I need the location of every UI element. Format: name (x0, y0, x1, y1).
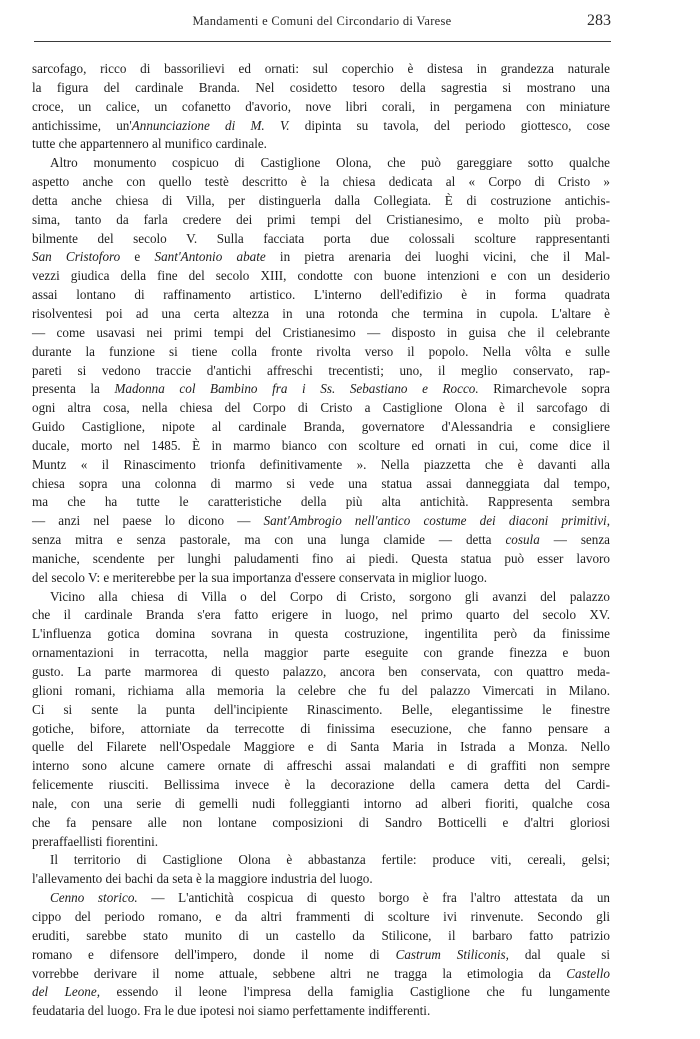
text-run: sima, tanto da farla credere dei primi tempi del Cristianesimo, e molto più proba- (32, 211, 610, 227)
text-line (32, 248, 610, 267)
text-run: — L'antichità cospicua di questo borgo è fra l'altro attestata da un (137, 890, 610, 906)
text-line (32, 173, 610, 192)
text-line (32, 211, 610, 230)
text-line (32, 267, 610, 286)
text-line (32, 908, 610, 927)
text-line (32, 286, 610, 305)
text-run: croce, un calice, un cofanetto d'avorio, nove libri corali, in pergamena con miniature (32, 98, 610, 114)
text-run: quelle del Filarete nell'Ospedale Maggiore e di Santa Maria in Istrada a Monza. Nello (32, 739, 610, 755)
text-line (32, 776, 610, 795)
text-line (32, 851, 610, 870)
text-run: e (120, 249, 155, 265)
text-run: che fa pensare alle non lontane composizioni di Sandro Botticelli e d'altri gloriosi (32, 814, 610, 830)
text-line (32, 701, 610, 720)
text-line (32, 720, 610, 739)
italic-text: Annunciazione di M. V. (131, 117, 290, 133)
text-line (32, 738, 610, 757)
italic-text: San Cristoforo (32, 249, 121, 265)
text-line (32, 663, 610, 682)
text-line (32, 531, 610, 550)
text-run: tutte che appartennero al munifico cardinale. (32, 136, 267, 152)
paragraph (32, 588, 610, 852)
page-number: 283 (587, 12, 611, 29)
text-line (32, 757, 610, 776)
italic-text: Castrum Stiliconis, (395, 946, 509, 962)
text-line (32, 569, 610, 588)
text-run: ma che ha tutte le caratteristiche della più alta antichità. Rappresenta sembra (32, 494, 610, 510)
italic-text: Sant'Ambrogio nell'antico costume dei diaconi primitivi (263, 513, 607, 529)
italic-text: Sant'Antonio abate (154, 249, 266, 265)
text-run: risolventesi poi ad una certa altezza in una rotonda che termina in cupola. L'altare è (32, 305, 610, 321)
text-run: ornamentazioni in terracotta, nella maggior parte eseguite con grande finezza e buon (32, 645, 610, 661)
text-run: senza mitra e senza pastorale, ma con una lunga clamide — detta (32, 532, 506, 548)
text-line (32, 60, 610, 79)
text-run: maniche, scendente per lunghi paludamenti fino ai piedi. Questa statua può esser lavoro (32, 550, 610, 566)
paragraph (32, 60, 610, 154)
text-run: Muntz « il Rinascimento trionfa definitivamente ». Nella piazzetta che è davanti alla (32, 456, 610, 472)
text-line (32, 493, 610, 512)
text-run: , (606, 513, 611, 529)
text-run: dipinta su tavola, del periodo giottesco, cose (289, 117, 610, 133)
text-line (32, 305, 610, 324)
text-run: — senza (539, 532, 610, 548)
text-line (32, 437, 610, 456)
text-line (32, 814, 610, 833)
text-line (32, 399, 610, 418)
text-line (32, 927, 610, 946)
italic-text: del Leone, (32, 984, 100, 1000)
text-line (32, 380, 610, 399)
text-run: ducale, morto nel 1485. È in marmo bianco con scolture ed ornati in cui, come dice il (32, 437, 610, 453)
text-line (32, 230, 610, 249)
text-run: bilmente del secolo V. Sulla facciata porta due colossali scolture rappresentanti (32, 230, 610, 246)
text-line (32, 324, 610, 343)
text-run: essendo il leone l'impresa della famiglia Castiglione che fu lungamente (100, 984, 610, 1000)
text-line (32, 98, 610, 117)
text-run: Vicino alla chiesa di Villa o del Corpo di Cristo, sorgono gli avanzi del palazzo (50, 588, 610, 604)
text-run: nale, con una serie di gemelli nudi folleggianti intorno ad alberi fioriti, qualche cosa (32, 795, 610, 811)
text-run: felicemente riusciti. Bellissima invece è la decorazione della camera detta del Cardi- (32, 777, 610, 793)
text-line (32, 870, 610, 889)
text-run: assai lontano di raffinamento artistico. L'interno dell'edifizio è in forma quadrata (32, 287, 610, 303)
text-run: feudataria del luogo. Fra le due ipotesi noi siamo perfettamente indifferenti. (32, 1003, 431, 1019)
text-run: in pietra arenaria dei luoghi vicini, che il Mal- (265, 249, 611, 265)
text-run: presenta la (32, 381, 115, 397)
body-text (32, 60, 610, 1021)
text-line (32, 965, 610, 984)
text-run: vezzi giudica della fine del secolo XIII, condotte con buone intenzioni e con un desiderio (32, 268, 610, 284)
text-run: la figura del cardinale Branda. Nel cosidetto tesoro della sagrestia si mostrano una (32, 79, 610, 95)
italic-text: cosula (505, 532, 540, 548)
paragraph (32, 889, 610, 1021)
text-line (32, 795, 610, 814)
text-line (32, 1002, 610, 1021)
text-line (32, 343, 610, 362)
text-run: sarcofago, ricco di bassorilievi ed ornati: sul coperchio è distesa in grandezza naturale (32, 61, 610, 76)
text-line (32, 456, 610, 475)
text-run: romano e difensore dell'impero, donde il nome di (32, 946, 396, 962)
text-run: cippo del periodo romano, e da altri frammenti di scolture ivi rinvenute. Secondo gli (32, 908, 610, 924)
text-run: ogni altra cosa, nella chiesa del Corpo di Cristo a Castiglione Olona è il sarcofago di (32, 400, 610, 416)
text-run: pareti si vedono traccie d'antichi affreschi trecentisti; uno, il meglio conservato, rap- (32, 362, 610, 378)
text-run: Guido Castiglione, nipote al cardinale Branda, governatore d'Alessandria e consigliere (32, 419, 610, 435)
text-line (32, 550, 610, 569)
text-run: interno sono alcune camere ornate di affreschi assai malandati e di graffiti non sempre (32, 758, 610, 774)
text-run: Rimarchevole sopra (478, 381, 610, 397)
text-run: — anzi nel paese lo dicono — (32, 513, 264, 529)
text-run: antichissime, un' (32, 117, 132, 133)
italic-text: Cenno storico. (50, 890, 138, 906)
text-run: Il territorio di Castiglione Olona è abbastanza fertile: produce viti, cereali, gelsi; (50, 852, 610, 868)
italic-text: Castello (566, 965, 610, 981)
text-line (32, 512, 610, 531)
text-run: vorrebbe derivare il nome attuale, sebbene altri ne tragga la etimologia da (32, 965, 567, 981)
text-line (32, 889, 610, 908)
text-run: Altro monumento cospicuo di Castiglione Olona, che può gareggiare sotto qualche (50, 155, 610, 171)
text-line (32, 625, 610, 644)
text-line (32, 833, 610, 852)
text-run: del secolo V: e meriterebbe per la sua importanza d'essere conservata in miglior luogo. (32, 569, 488, 585)
header-rule (34, 41, 611, 42)
text-run: detta anche chiesa di Villa, per distinguerla dalla Collegiata. È di costruzione antichis- (32, 192, 610, 208)
text-run: Ci si sente la punta dell'incipiente Rinascimento. Belle, elegantissime le finestre (32, 701, 610, 717)
text-run: l'allevamento dei bachi da seta è la maggiore industria del luogo. (32, 871, 373, 887)
text-run: durante la funzione si tiene colla fronte rivolta verso il popolo. Nella vôlta e sulle (32, 343, 610, 359)
text-line (32, 475, 610, 494)
text-line (32, 79, 610, 98)
text-run: — come usavasi nei primi tempi del Cristianesimo — disposto in guisa che il celebrante (32, 324, 610, 340)
text-run: L'influenza gotica domina sovrana in questa costruzione, ingentilita però da finissime (32, 626, 610, 642)
text-line (32, 192, 610, 211)
text-line (32, 362, 610, 381)
text-line (32, 606, 610, 625)
text-line (32, 983, 610, 1002)
text-line (32, 117, 610, 136)
text-line (32, 135, 610, 154)
paragraph (32, 851, 610, 889)
text-run: dal quale si (508, 946, 610, 962)
text-line (32, 154, 610, 173)
text-line (32, 418, 610, 437)
italic-text: Madonna col Bambino fra i Ss. Sebastiano e Rocco. (114, 381, 479, 397)
running-title: Mandamenti e Comuni del Circondario di Varese (192, 14, 452, 28)
text-run: aspetto anche con quello testè descritto è la chiesa dedicata al « Corpo di Cristo » (32, 174, 610, 190)
text-run: glioni romani, richiama alla memoria la celebre che fu del palazzo Vimercati in Milano. (32, 682, 610, 698)
text-line (32, 644, 610, 663)
paragraph (32, 154, 610, 587)
text-line (32, 682, 610, 701)
text-run: preraffaellisti fiorentini. (32, 833, 159, 849)
text-line (32, 946, 610, 965)
text-run: chiesa sopra una colonna di marmo si vede una statua assai danneggiata dal tempo, (32, 475, 610, 491)
text-run: eruditi, sarebbe stato munito di un castello da Stilicone, il barbaro fatto patrizio (32, 927, 610, 943)
text-run: gotiche, bifore, attorniate da terrecotte di finissima esecuzione, che fanno pensare a (32, 720, 610, 736)
text-run: che il cardinale Branda s'era fatto erigere in luogo, nel primo quarto del secolo XV. (32, 607, 610, 623)
text-run: gusto. La parte marmorea di questo palazzo, ancora ben conservata, con quattro meda- (32, 664, 610, 679)
text-line (32, 588, 610, 607)
